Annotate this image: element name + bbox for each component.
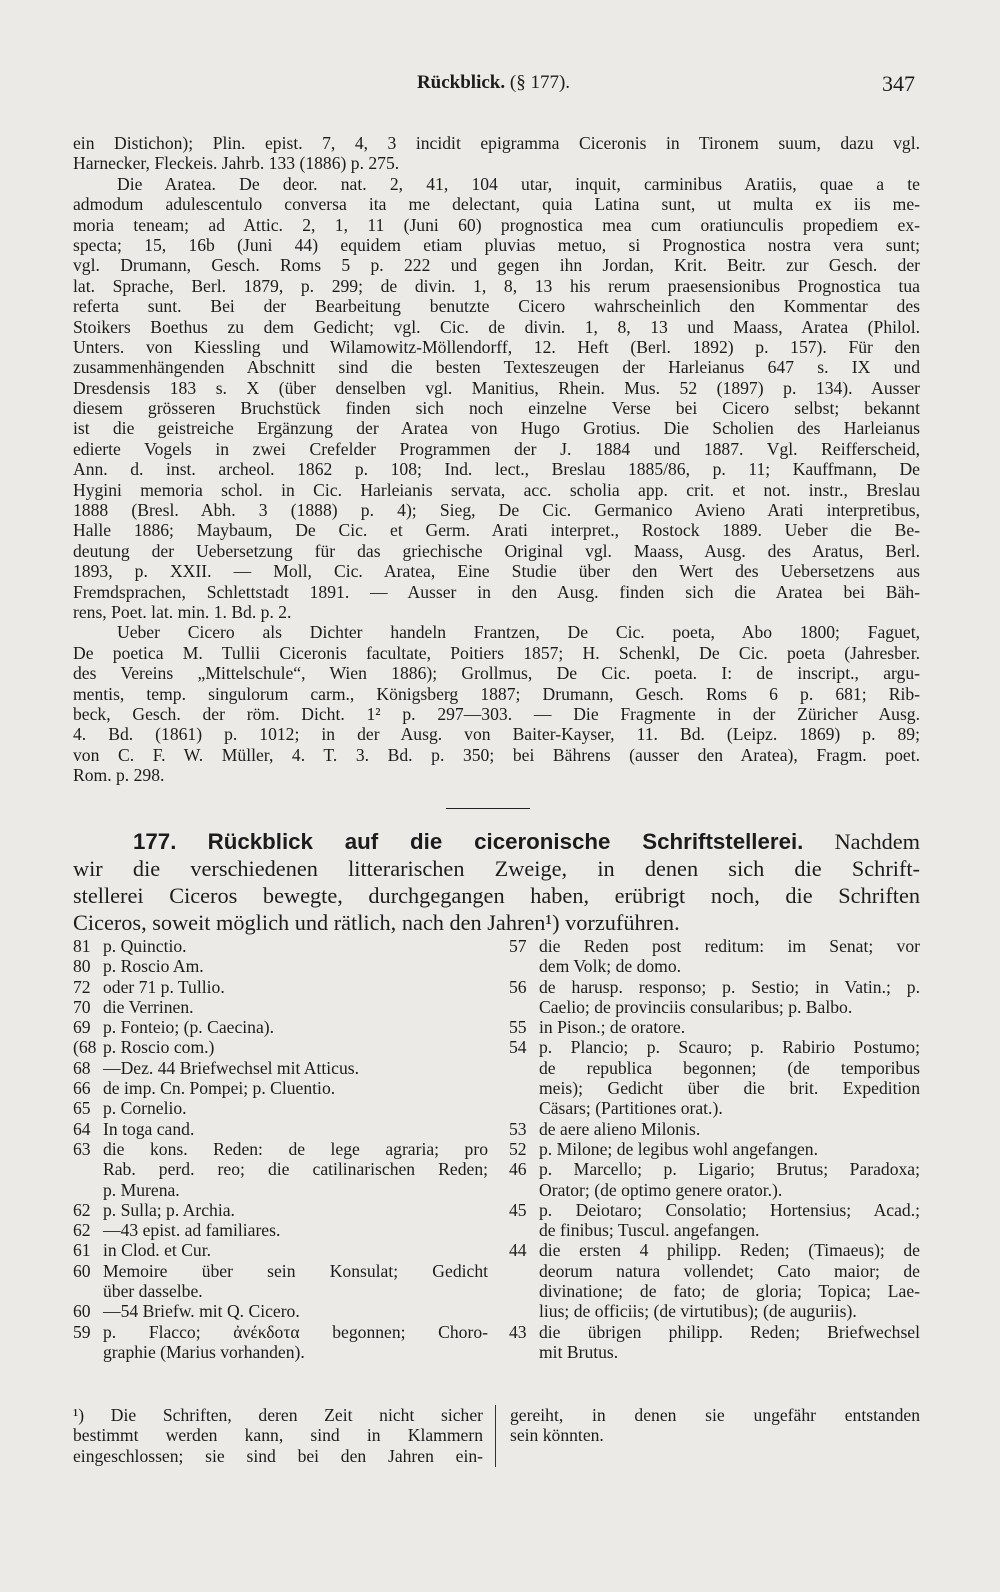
section-text: Nachdem bbox=[834, 829, 920, 854]
chronology-entry bbox=[509, 1200, 920, 1241]
note-line: mentis, temp. singulorum carm., Königsberg 1887; Drumann, Gesch. Roms 6 p. 681; Rib- bbox=[73, 683, 920, 704]
section-divider bbox=[446, 808, 530, 809]
entry-line: mit Brutus. bbox=[539, 1341, 619, 1362]
chronology-entry bbox=[73, 1261, 488, 1302]
entry-year: 81 bbox=[73, 936, 91, 956]
chronology-entry bbox=[509, 1159, 920, 1200]
entry-line: die Reden post reditum: im Senat; vor bbox=[539, 936, 920, 956]
entry-year: (68 bbox=[73, 1037, 97, 1058]
entry-year: 70 bbox=[73, 996, 91, 1017]
entry-line: p. Plancio; p. Scauro; p. Rabirio Postumo; bbox=[539, 1037, 920, 1058]
chronology-entry bbox=[509, 1139, 920, 1159]
note-line: Ueber Cicero als Dichter handeln Frantzen, De Cic. poeta, Abo 1800; Faguet, bbox=[117, 622, 920, 643]
note-line: Ann. d. inst. archeol. 1862 p. 108; Ind. lect., Breslau 1885/86, p. 11; Kauffmann, De bbox=[73, 459, 920, 480]
entry-works bbox=[103, 1078, 488, 1098]
entry-year: 54 bbox=[509, 1037, 527, 1058]
entry-line: —54 Briefw. mit Q. Cicero. bbox=[103, 1301, 300, 1322]
chronology-entry bbox=[73, 1139, 488, 1200]
chronology-entry bbox=[73, 1200, 488, 1220]
note-line: 4. Bd. (1861) p. 1012; in der Ausg. von Baiter-Kayser, 11. Bd. (Leipz. 1869) p. 89; bbox=[73, 724, 920, 745]
chronology-entry bbox=[73, 1017, 488, 1037]
entry-year: 45 bbox=[509, 1199, 527, 1220]
chronology-entry bbox=[509, 936, 920, 977]
entry-line: die übrigen philipp. Reden; Briefwechsel bbox=[539, 1321, 920, 1342]
section-title: Rückblick auf die ciceronische Schriftstellerei. bbox=[207, 829, 804, 854]
chronology-entry bbox=[509, 1119, 920, 1139]
entry-works bbox=[539, 977, 920, 1018]
entry-year: 68 bbox=[73, 1057, 91, 1078]
entry-works bbox=[539, 1240, 920, 1321]
entry-line: —Dez. 44 Briefwechsel mit Atticus. bbox=[103, 1057, 360, 1078]
section-177 bbox=[73, 828, 920, 936]
entry-line: p. Deiotaro; Consolatio; Hortensius; Acad.; bbox=[539, 1199, 920, 1220]
note-line: Fremdsprachen, Schlettstadt 1891. — Ausser in den Ausg. finden sich die Aratea bei Bäh- bbox=[73, 581, 920, 602]
note-line: rens, Poet. lat. min. 1. Bd. p. 2. bbox=[73, 601, 292, 622]
entry-year: 62 bbox=[73, 1220, 91, 1241]
entry-year: 64 bbox=[73, 1118, 91, 1139]
entry-works bbox=[103, 1322, 488, 1363]
note-line: diesem grösseren Bruchstück finden sich noch einzelne Verse bei Cicero selbst; bekannt bbox=[73, 398, 920, 419]
entry-year: 56 bbox=[509, 976, 527, 997]
running-head-section: (§ 177). bbox=[509, 72, 571, 93]
entry-works bbox=[103, 1037, 488, 1057]
entry-line: p. Sulla; p. Archia. bbox=[103, 1199, 235, 1220]
running-head bbox=[72, 72, 915, 94]
note-line: admodum adulescentulo conversa ita me delectant, quia Latina sunt, ut multa ex iis me- bbox=[73, 194, 920, 215]
entry-line: p. Milone; de legibus wohl angefangen. bbox=[539, 1138, 818, 1159]
note-line: De poetica M. Tullii Ciceronis facultate, Poitiers 1857; H. Schenkl, De Cic. poeta (Jahresber. bbox=[73, 642, 920, 663]
entry-works bbox=[539, 1159, 920, 1200]
chronology-entry bbox=[73, 1078, 488, 1098]
page-number: 347 bbox=[882, 71, 915, 96]
entry-works bbox=[539, 1139, 920, 1159]
entry-line: p. Roscio com.) bbox=[103, 1037, 215, 1058]
entry-line: Rab. perd. reo; die catilinarischen Reden; bbox=[103, 1159, 488, 1180]
entry-line: divinatione; de fato; de gloria; Topica; Lae- bbox=[539, 1281, 920, 1302]
entry-year: 69 bbox=[73, 1017, 91, 1038]
entry-works bbox=[103, 997, 488, 1017]
chronology-entry bbox=[73, 1037, 488, 1057]
note-line: edierte Vogels in zwei Crefelder Programmen der J. 1884 und 1887. Vgl. Reifferscheid, bbox=[73, 438, 920, 459]
entry-line: deorum natura vollendet; Cato maior; de bbox=[539, 1260, 920, 1281]
entry-line: die Verrinen. bbox=[103, 996, 194, 1017]
note-line: des Vereins „Mittelschule“, Wien 1886); Grollmus, De Cic. poeta. I: de inscript., argu- bbox=[73, 663, 920, 684]
footnote-line: eingeschlossen; sie sind bei den Jahren ein- bbox=[73, 1445, 483, 1466]
note-line: deutung der Uebersetzung für das griechische Original vgl. Maass, Ausg. des Aratus, Berl. bbox=[73, 540, 920, 561]
entry-line: p. Marcello; p. Ligario; Brutus; Paradoxa; bbox=[539, 1159, 920, 1180]
footnote-column-divider bbox=[495, 1405, 496, 1467]
footnote-line: gereiht, in denen sie ungefähr entstanden bbox=[510, 1405, 920, 1425]
entry-line: über dasselbe. bbox=[103, 1281, 203, 1302]
footnote-line: sein könnten. bbox=[510, 1425, 604, 1446]
chronology-entry bbox=[509, 1017, 920, 1037]
note-line: ein Distichon); Plin. epist. 7, 4, 3 incidit epigramma Ciceronis in Tironem suum, dazu vgl. bbox=[73, 133, 920, 153]
note-line: Stoikers Boethus zu dem Gedicht; vgl. Cic. de divin. 1, 8, 13 und Maass, Aratea (Philol. bbox=[73, 316, 920, 337]
section-text: Ciceros, soweit möglich und rätlich, nach den Jahren¹) vorzuführen. bbox=[73, 910, 680, 935]
note-line: vgl. Drumann, Gesch. Roms 5 p. 222 und gegen ihn Jordan, Krit. Beitr. zur Gesch. der bbox=[73, 255, 920, 276]
chronology-entry bbox=[73, 1240, 488, 1260]
entry-line: —43 epist. ad familiares. bbox=[103, 1220, 281, 1241]
footnote-left bbox=[73, 1405, 483, 1466]
note-line: 1888 (Bresl. Abh. 3 (1888) p. 4); Sieg, De Cic. Germanico Avieno Arati interpretibus, bbox=[73, 500, 920, 521]
entry-line: In toga cand. bbox=[103, 1118, 195, 1139]
entry-year: 55 bbox=[509, 1017, 527, 1038]
entry-line: Caelio; de provinciis consularibus; p. Balbo. bbox=[539, 996, 853, 1017]
entry-year: 63 bbox=[73, 1138, 91, 1159]
entry-line: Memoire über sein Konsulat; Gedicht bbox=[103, 1260, 488, 1281]
entry-line: de harusp. responso; p. Sestio; in Vatin.; p. bbox=[539, 976, 920, 997]
entry-works bbox=[539, 1017, 920, 1037]
note-line: beck, Gesch. der röm. Dicht. 1² p. 297—303. — Die Fragmente in der Züricher Ausg. bbox=[73, 703, 920, 724]
note-line: ist die geistreiche Ergänzung der Aratea von Hugo Grotius. Die Scholien des Harleianus bbox=[73, 418, 920, 439]
entry-line: die ersten 4 philipp. Reden; (Timaeus); de bbox=[539, 1240, 920, 1261]
entry-year: 43 bbox=[509, 1321, 527, 1342]
note-line: Rom. p. 298. bbox=[73, 765, 165, 786]
entry-works bbox=[103, 1261, 488, 1302]
entry-line: de finibus; Tuscul. angefangen. bbox=[539, 1220, 760, 1241]
chronology-left-column bbox=[73, 936, 488, 1362]
entry-line: graphie (Marius vorhanden). bbox=[103, 1341, 305, 1362]
entry-works bbox=[539, 936, 920, 977]
note-line: Hygini memoria schol. in Cic. Harleianis servata, acc. scholia app. crit. et not. instr., Breslau bbox=[73, 479, 920, 500]
entry-works bbox=[539, 1119, 920, 1139]
entry-year: 62 bbox=[73, 1199, 91, 1220]
note-line: 1893, p. XXII. — Moll, Cic. Aratea, Eine Studie über den Wert des Uebersetzens aus bbox=[73, 561, 920, 582]
entry-year: 44 bbox=[509, 1240, 527, 1261]
section-text: stellerei Ciceros bewegte, durchgegangen haben, erübrigt noch, die Schriften bbox=[73, 883, 920, 908]
note-line: referta sunt. Bei der Bearbeitung benutzte Cicero wahrscheinlich den Kommentar des bbox=[73, 296, 920, 317]
note-line: Unters. von Kiessling und Wilamowitz-Möllendorff, 12. Heft (Berl. 1892) p. 157). Für den bbox=[73, 336, 920, 357]
entry-works bbox=[103, 1098, 488, 1118]
entry-line: p. Roscio Am. bbox=[103, 956, 204, 977]
entry-year: 60 bbox=[73, 1301, 91, 1322]
footnote-line: ¹) Die Schriften, deren Zeit nicht sicher bbox=[73, 1405, 483, 1425]
entry-year: 61 bbox=[73, 1240, 91, 1261]
footnote-right bbox=[510, 1405, 920, 1446]
bibliographic-notes bbox=[73, 133, 920, 786]
entry-line: p. Flacco; ἀνέκδοτα begonnen; Choro- bbox=[103, 1321, 488, 1342]
section-number: 177. bbox=[133, 829, 177, 854]
chronology-entry bbox=[509, 1037, 920, 1118]
note-line: lat. Sprache, Berl. 1879, p. 299; de divin. 1, 8, 13 his rerum praesensionibus Prognostica tua bbox=[73, 275, 920, 296]
chronology-entry bbox=[73, 1119, 488, 1139]
note-line: zusammenhängenden Abschnitt sind die besten Texteszeugen der Harleianus 647 s. IX und bbox=[73, 357, 920, 378]
entry-works bbox=[103, 1058, 488, 1078]
note-line: Die Aratea. De deor. nat. 2, 41, 104 utar, inquit, carminibus Aratiis, quae a te bbox=[117, 173, 920, 194]
note-line: Dresdensis 183 s. X (über denselben vgl. Manitius, Rhein. Mus. 52 (1897) p. 134). Ausser bbox=[73, 377, 920, 398]
chronology-entry bbox=[73, 1220, 488, 1240]
entry-year: 53 bbox=[509, 1118, 527, 1139]
note-line: von C. F. W. Müller, 4. T. 3. Bd. p. 350; bei Bährens (ausser den Aratea), Fragm. poet. bbox=[73, 744, 920, 765]
chronology-entry bbox=[73, 1301, 488, 1321]
entry-line: lius; de officiis; (de virtutibus); (de auguriis). bbox=[539, 1301, 857, 1322]
section-text: wir die verschiedenen litterarischen Zweige, in denen sich die Schrift- bbox=[73, 856, 920, 881]
entry-line: meis); Gedicht über die brit. Expedition bbox=[539, 1078, 920, 1099]
entry-line: in Pison.; de oratore. bbox=[539, 1017, 686, 1038]
entry-works bbox=[103, 1119, 488, 1139]
entry-works bbox=[103, 1220, 488, 1240]
entry-works bbox=[103, 1139, 488, 1200]
running-head-title: Rückblick. bbox=[416, 72, 506, 93]
section-heading-line bbox=[73, 828, 920, 855]
page-header bbox=[72, 72, 915, 96]
entry-year: 60 bbox=[73, 1260, 91, 1281]
chronology-entry bbox=[73, 1322, 488, 1363]
chronology-entry bbox=[73, 936, 488, 956]
footnote-line: bestimmt werden kann, sind in Klammern bbox=[73, 1425, 483, 1446]
chronology-entry bbox=[73, 956, 488, 976]
entry-year: 52 bbox=[509, 1138, 527, 1159]
entry-works bbox=[103, 977, 488, 997]
entry-year: 66 bbox=[73, 1078, 91, 1099]
chronology-entry bbox=[73, 1098, 488, 1118]
note-line: Halle 1886; Maybaum, De Cic. et Germ. Arati interpret., Rostock 1889. Ueber die Be- bbox=[73, 520, 920, 541]
note-line: Harnecker, Fleckeis. Jahrb. 133 (1886) p. 275. bbox=[73, 153, 400, 174]
chronology-right-column bbox=[509, 936, 920, 1362]
entry-line: p. Fonteio; (p. Caecina). bbox=[103, 1017, 275, 1038]
note-line: specta; 15, 16b (Juni 44) equidem etiam pluvias metuo, si Prognostica nostra vera sunt; bbox=[73, 234, 920, 255]
entry-line: oder 71 p. Tullio. bbox=[103, 976, 225, 997]
entry-line: de imp. Cn. Pompei; p. Cluentio. bbox=[103, 1078, 336, 1099]
entry-works bbox=[539, 1322, 920, 1363]
entry-line: p. Cornelio. bbox=[103, 1098, 187, 1119]
chronology-entry bbox=[73, 997, 488, 1017]
entry-works bbox=[539, 1037, 920, 1118]
chronology-entry bbox=[509, 1240, 920, 1321]
entry-year: 46 bbox=[509, 1159, 527, 1180]
entry-line: die kons. Reden: de lege agraria; pro bbox=[103, 1138, 488, 1159]
chronology-entry bbox=[73, 977, 488, 997]
note-line: moria teneam; ad Attic. 2, 1, 11 (Juni 60) prognostica mea cum oratiunculis propediem ex- bbox=[73, 214, 920, 235]
entry-line: dem Volk; de domo. bbox=[539, 956, 682, 977]
entry-line: de aere alieno Milonis. bbox=[539, 1118, 701, 1139]
entry-year: 59 bbox=[73, 1321, 91, 1342]
entry-line: de republica begonnen; (de temporibus bbox=[539, 1057, 920, 1078]
entry-year: 65 bbox=[73, 1098, 91, 1119]
entry-year: 57 bbox=[509, 936, 527, 956]
entry-works bbox=[103, 1240, 488, 1260]
entry-line: p. Quinctio. bbox=[103, 936, 187, 956]
entry-line: in Clod. et Cur. bbox=[103, 1240, 212, 1261]
entry-works bbox=[103, 936, 488, 956]
chronology-entry bbox=[509, 977, 920, 1018]
entry-year: 80 bbox=[73, 956, 91, 977]
entry-works bbox=[103, 1301, 488, 1321]
chronology-entry bbox=[509, 1322, 920, 1363]
entry-works bbox=[103, 956, 488, 976]
entry-line: Orator; (de optimo genere orator.). bbox=[539, 1179, 783, 1200]
entry-year: 72 bbox=[73, 976, 91, 997]
entry-works bbox=[539, 1200, 920, 1241]
entry-line: p. Murena. bbox=[103, 1179, 180, 1200]
entry-works bbox=[103, 1017, 488, 1037]
chronology-entry bbox=[73, 1058, 488, 1078]
entry-line: Cäsars; (Partitiones orat.). bbox=[539, 1098, 723, 1119]
entry-works bbox=[103, 1200, 488, 1220]
